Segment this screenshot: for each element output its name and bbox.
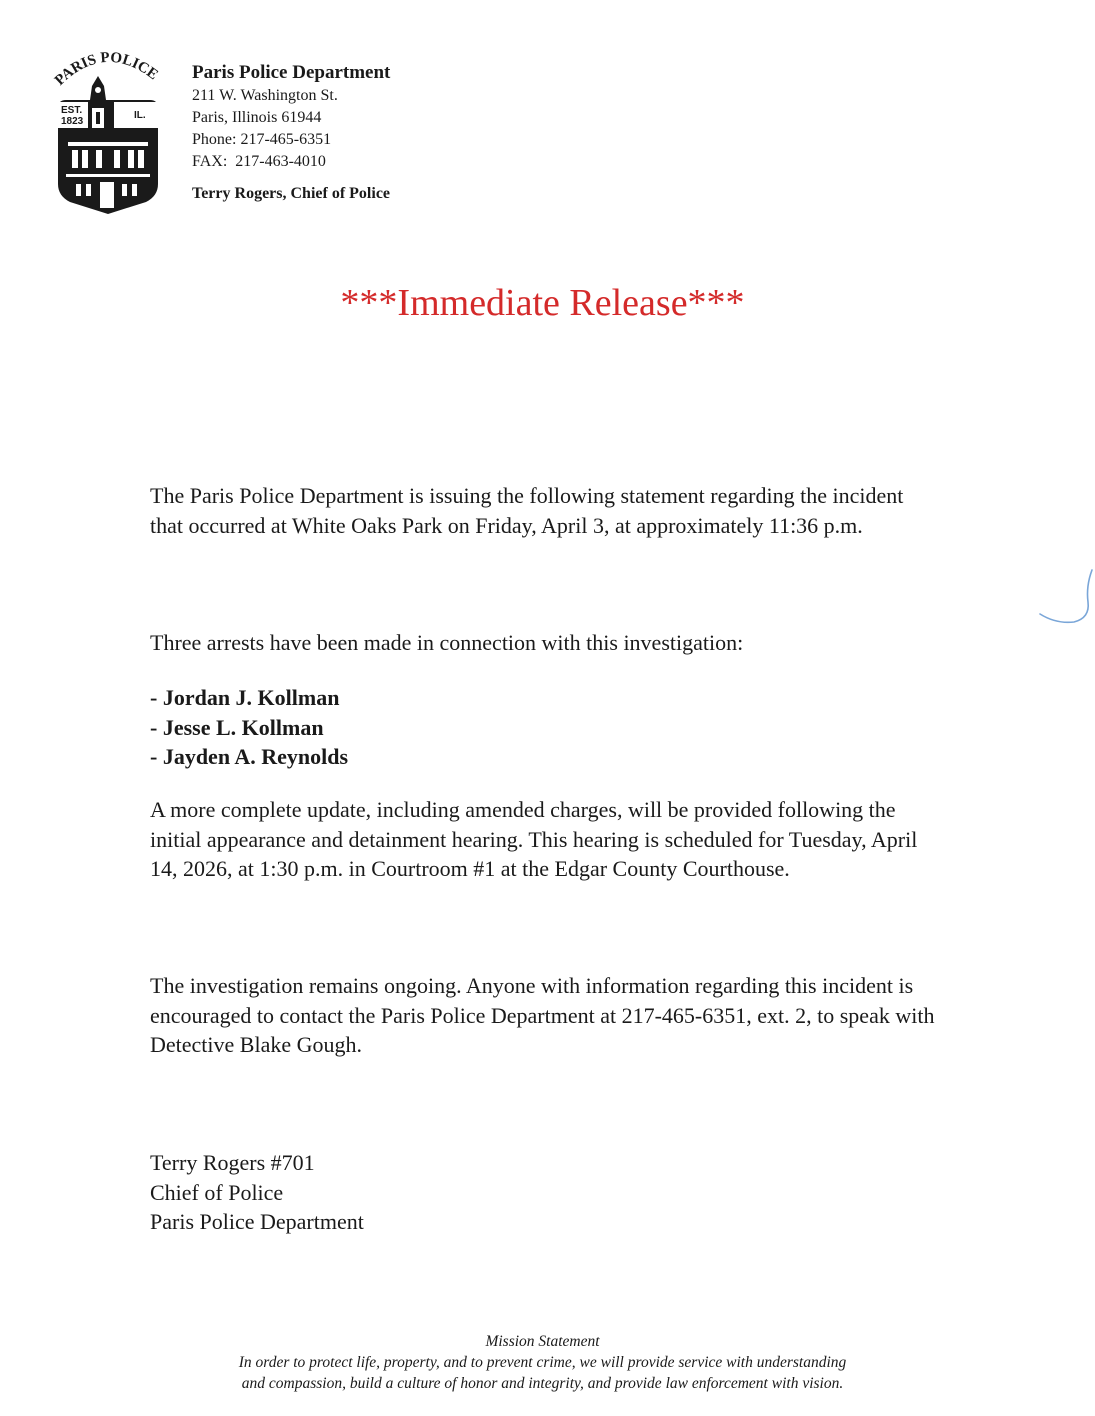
phone-number: Phone: 217-465-6351 (192, 131, 332, 148)
pen-mark-decoration (1034, 566, 1094, 636)
address-line-1: 211 W. Washington St. (192, 87, 338, 104)
fax-number: FAX: 217-463-4010 (192, 153, 326, 170)
mission-line-2: and compassion, build a culture of honor and integrity, and provide law enforcement with vision. (241, 1375, 844, 1392)
arrest-list-item: - Jordan J. Kollman (150, 685, 340, 710)
arrest-list-item: - Jesse L. Kollman (150, 714, 324, 740)
mission-heading: Mission Statement (485, 1333, 600, 1350)
letterhead-block (192, 61, 390, 205)
signature-name: Terry Rogers #701 (150, 1150, 315, 1175)
update-paragraph: A more complete update, including amended charges, will be provided following the initial appearance and detainment hearing. This hearing is scheduled for Tuesday, April 14, 2026, at 1:30 p.m. in Courtroom #1 at the Edgar County Courthouse. (150, 797, 918, 881)
signature-block (150, 1148, 364, 1237)
statement-paragraph: The Paris Police Department is issuing the following statement regarding the incident that occurred at White Oaks Park on Friday, April 3, at approximately 11:36 p.m. (150, 483, 904, 538)
department-seal-logo (52, 46, 164, 216)
address-line-2: Paris, Illinois 61944 (192, 109, 322, 126)
svg-text:PARIS POLICE (52, 50, 161, 89)
arrest-list (150, 683, 348, 772)
signature-title: Chief of Police (150, 1179, 284, 1205)
contact-paragraph: The investigation remains ongoing. Anyone with information regarding this incident is encouraged to contact the Paris Police Department at 217-465-6351, ext. 2, to speak with Detective Blake Gough. (150, 973, 935, 1057)
mission-line-1: In order to protect life, property, and to prevent crime, we will provide service with understanding (238, 1354, 847, 1371)
immediate-release-title: ***Immediate Release*** (340, 282, 745, 324)
seal-est-text: EST. (61, 105, 83, 116)
arrests-intro-paragraph: Three arrests have been made in connection with this investigation: (150, 630, 744, 655)
department-name: Paris Police Department (192, 62, 391, 83)
signature-department: Paris Police Department (150, 1209, 364, 1234)
seal-arc-text: PARIS POLICE (52, 49, 161, 89)
chief-of-police-line: Terry Rogers, Chief of Police (192, 185, 391, 202)
arrest-list-item: - Jayden A. Reynolds (150, 744, 349, 769)
seal-state-text: IL. (134, 110, 146, 121)
mission-statement (0, 1331, 1085, 1394)
seal-year-text: 1823 (61, 116, 84, 127)
